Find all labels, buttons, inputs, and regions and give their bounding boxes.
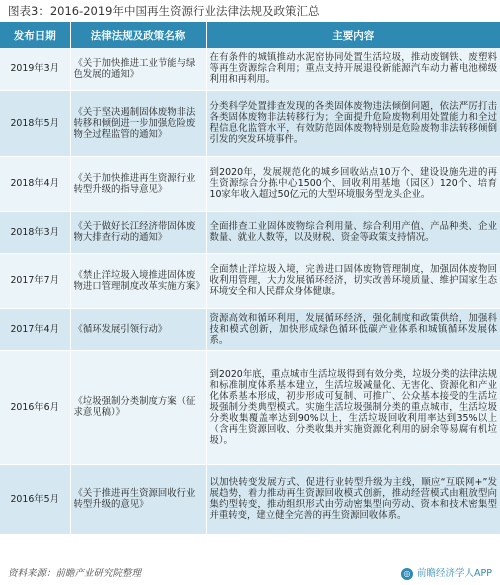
row-policy-name: 《关于加快推进工业节能与绿色发展的通知》 <box>70 48 206 90</box>
table-row <box>0 464 500 534</box>
row-policy-name: 《关于做好长江经济带固体废物大排查行动的通知》 <box>70 211 206 253</box>
row-date: 2016年6月 <box>0 350 70 464</box>
table-header-row <box>0 22 500 48</box>
footer <box>0 563 500 585</box>
row-policy-name: 《关于加快推进再生资源行业转型升级的指导意见》 <box>70 156 206 211</box>
figure-title: 图表3：2016-2019年中国再生资源行业法律法规及政策汇总 <box>8 4 320 18</box>
table-row <box>0 211 500 253</box>
header-date: 发布日期 <box>0 22 70 48</box>
qianzhan-logo-icon: ◎ <box>401 568 413 580</box>
row-policy-name: 《循环发展引领行动》 <box>70 308 206 350</box>
row-date: 2018年3月 <box>0 211 70 253</box>
row-date: 2016年5月 <box>0 464 70 534</box>
row-date: 2017年4月 <box>0 308 70 350</box>
row-policy-name: 《关于坚决遏制固体废物非法转移和倾倒进一步加强危险废物全过程监管的通知》 <box>70 90 206 156</box>
row-content: 到2020年底，重点城市生活垃圾得到有效分类，垃圾分类的法律法规和标准制度体系基本建立，生活垃圾减量化、无害化、资源化和产业化体系基本形成，初步形成可复制、可推广、公众基本接受的生活垃圾强制分类典型模式。实施生活垃圾强制分类的重点城市，生活垃圾分类收集覆盖率达到90%以上，生活垃圾回收利用率达到35%以上（含再生资源回收、分类收集并实施资源化利用的厨余等易腐有机垃圾）。 <box>206 350 500 464</box>
row-date: 2018年4月 <box>0 156 70 211</box>
row-content: 全面排查工业固体废物综合利用量、综合利用产值、产品种类、企业数量、就业人数等，以及财税、资金等政策支持情况。 <box>206 211 500 253</box>
row-content: 全面禁止洋垃圾入境，完善进口固体废物管理制度，加强固体废物回收利用管理，大力发展循环经济，切实改善环境质量、维护国家生态环境安全和人民群众身体健康。 <box>206 253 500 308</box>
table-row <box>0 253 500 308</box>
row-policy-name: 《关于推进再生资源回收行业转型升级的意见》 <box>70 464 206 534</box>
row-content: 到2020年，发展规范化的城乡回收站点10万个、建设设施先进的再生资源综合分拣中心1500个、回收利用基地（园区）120个、培育10家年收入超过50亿元的大型环境服务型龙头企业。 <box>206 156 500 211</box>
header-policy-name: 法律法规及政策名称 <box>70 22 206 48</box>
row-date: 2017年7月 <box>0 253 70 308</box>
source-note: 资料来源：前瞻产业研究院整理 <box>8 568 142 579</box>
row-content: 以加快转变发展方式、促进行业转型升级为主线，顺应“互联网+”发展趋势，着力推动再生资源回收模式创新，推动经营模式由粗放型向集约型转变，推动组织形式由劳动密集型向劳动、资本和技术密集型并重转变，建立健全完善的再生资源回收体系。 <box>206 464 500 534</box>
row-content: 在有条件的城镇推动水泥窑协同处置生活垃圾，推动废钢铁、废塑料等再生资源综合利用；重点支持开展退役新能源汽车动力蓄电池梯级利用和再利用。 <box>206 48 500 90</box>
row-content: 分类科学处置排查发现的各类固体废物违法倾倒问题，依法严厉打击各类固体废物非法转移行为；全面提升危险废物利用处置能力和全过程信息化监管水平，有效防范固体废物特别是危险废物非法转移倾倒引发的突发环境事件。 <box>206 90 500 156</box>
row-date: 2018年5月 <box>0 90 70 156</box>
table-row <box>0 48 500 90</box>
policy-table <box>0 22 500 535</box>
row-policy-name: 《垃圾强制分类制度方案（征求意见稿）》 <box>70 350 206 464</box>
row-policy-name: 《禁止洋垃圾入境推进固体废物进口管理制度改革实施方案》 <box>70 253 206 308</box>
table-row <box>0 90 500 156</box>
table-row <box>0 308 500 350</box>
brand <box>401 563 492 585</box>
row-content: 资源高效和循环利用，发展循环经济，强化制度和政策供给，加强科技和模式创新，加快形成绿色循环低碳产业体系和城镇循环发展体系。 <box>206 308 500 350</box>
brand-label: 前瞻经济学人APP <box>417 568 492 579</box>
header-content: 主要内容 <box>206 22 500 48</box>
table-row <box>0 350 500 464</box>
row-date: 2019年3月 <box>0 48 70 90</box>
table-row <box>0 156 500 211</box>
